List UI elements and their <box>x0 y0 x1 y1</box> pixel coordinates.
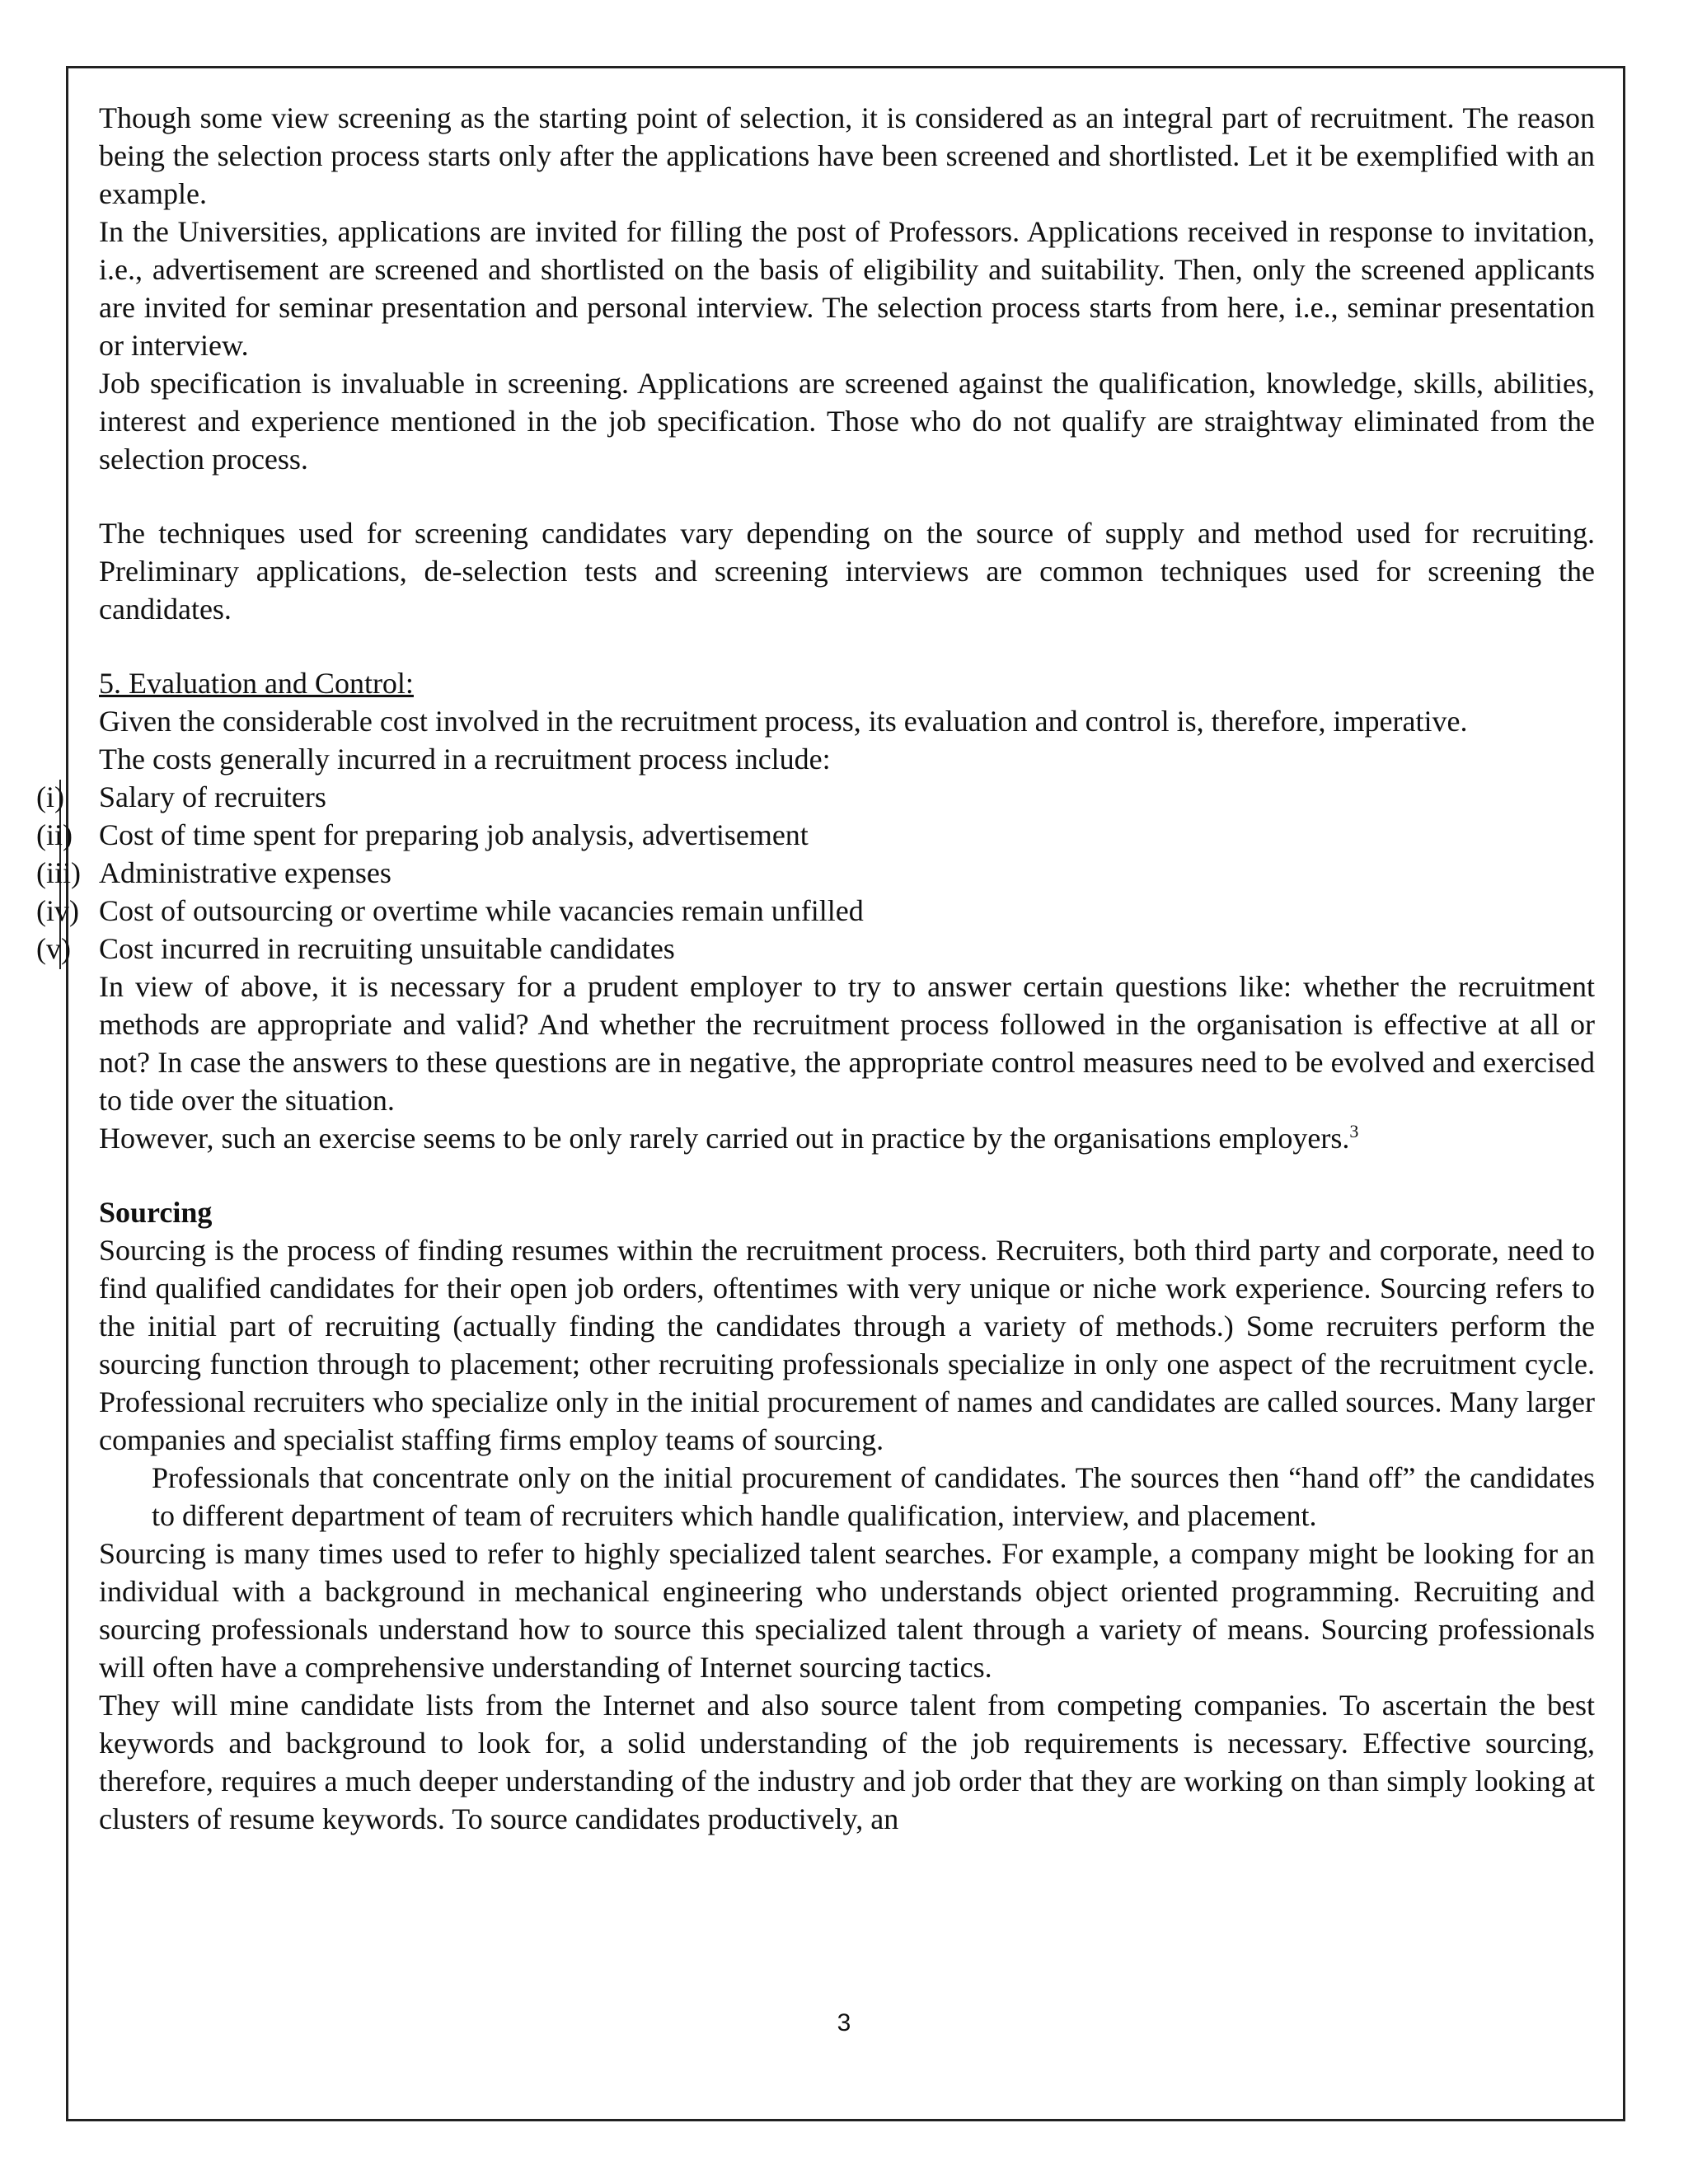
paragraph-costs-intro: The costs generally incurred in a recruitment process include: <box>99 743 831 776</box>
list-item-text: Cost of outsourcing or overtime while vacancies remain unfilled <box>99 894 864 927</box>
list-item-text: Cost of time spent for preparing job analysis, advertisement <box>99 818 809 851</box>
list-item-number: (ii) <box>36 818 73 851</box>
list-item-text: Cost incurred in recruiting unsuitable candidates <box>99 932 675 965</box>
paragraph-specialized-searches: Sourcing is many times used to refer to highly specialized talent searches. For example, a company might be looking for an individual with a background in mechanical engineering who understands object oriented programming. Recruiting and sourcing professionals understand how to source this specialized talent through a variety of means. Sourcing professionals will often have a comprehensive understanding of Internet sourcing tactics. <box>99 1537 1595 1684</box>
paragraph-mine-candidate-lists: They will mine candidate lists from the Internet and also source talent from competing companies. To ascertain the best keywords and background to look for, a solid understanding of the job requirements is necessary. Effective sourcing, therefore, requires a much deeper understanding of the industry and job order that they are working on than simply looking at clusters of resume keywords. To source candidates productively, an <box>99 1689 1595 1835</box>
paragraph-in-view-of-above: In view of above, it is necessary for a prudent employer to try to answer certain questions like: whether the recruitment methods are appropriate and valid? And whether the recruitment process followed in the organisation is effective at all or not? In case the answers to these questions are in negative, the appropriate control measures need to be evolved and exercised to tide over the situation. <box>99 970 1595 1117</box>
list-item-number: (iii) <box>36 856 81 889</box>
section-heading-sourcing: Sourcing <box>99 1196 213 1229</box>
however-text: However, such an exercise seems to be only rarely carried out in practice by the organisations employers. <box>99 1122 1350 1155</box>
paragraph-sourcing-definition: Sourcing is the process of finding resumes within the recruitment process. Recruiters, both third party and corporate, need to find qualified candidates for their open job orders, oftentimes with very unique or niche work experience. Sourcing refers to the initial part of recruiting (actually finding the candidates through a variety of methods.) Some recruiters perform the sourcing function through to placement; other recruiting professionals specialize in only one aspect of the recruitment cycle. Professional recruiters who specialize only in the initial procurement of names and candidates are called sources. Many larger companies and specialist staffing firms employ teams of sourcing. <box>99 1234 1595 1456</box>
list-item-number: (i) <box>36 780 64 813</box>
list-item <box>36 778 1595 816</box>
list-item <box>36 892 1595 930</box>
paragraph-universities-example: In the Universities, applications are invited for filling the post of Professors. Applications received in response to invitation, i.e., advertisement are screened and shortlisted on the basis of eligibility and suitability. Then, only the screened applicants are invited for seminar presentation and personal interview. The selection process starts from here, i.e., seminar presentation or interview. <box>99 215 1595 362</box>
page-number: 3 <box>837 2009 851 2036</box>
paragraph-sourcing-professionals: Professionals that concentrate only on the initial procurement of candidates. The sources then “hand off” the candidates to different department of team of recruiters which handle qualification, interview, and placement. <box>152 1461 1595 1532</box>
paragraph-screening-intro: Though some view screening as the starting point of selection, it is considered as an integral part of recruitment. The reason being the selection process starts only after the applications have been screened and shortlisted. Let it be exemplified with an example. <box>99 101 1595 210</box>
section-heading-evaluation: 5. Evaluation and Control: <box>99 667 414 700</box>
footnote-reference: 3 <box>1349 1121 1359 1141</box>
paragraph-screening-techniques: The techniques used for screening candidates vary depending on the source of supply and method used for recruiting. Preliminary applications, de-selection tests and screening interviews are common techniques used for screening the candidates. <box>99 517 1595 626</box>
document-body <box>36 99 1595 1838</box>
paragraph-job-specification: Job specification is invaluable in screening. Applications are screened against the qualification, knowledge, skills, abilities, interest and experience mentioned in the job specification. Those who do not qualify are straightway eliminated from the selection process. <box>99 367 1595 476</box>
paragraph-however <box>99 1119 1595 1157</box>
list-item-number: (v) <box>36 932 71 965</box>
list-item-text: Salary of recruiters <box>99 780 326 813</box>
list-item <box>36 854 1595 892</box>
list-item <box>36 816 1595 854</box>
paragraph-evaluation-intro: Given the considerable cost involved in the recruitment process, its evaluation and control is, therefore, imperative. <box>99 705 1468 738</box>
cost-list <box>36 778 1595 968</box>
list-item-text: Administrative expenses <box>99 856 392 889</box>
list-item <box>36 930 1595 968</box>
list-item-number: (iv) <box>36 894 79 927</box>
